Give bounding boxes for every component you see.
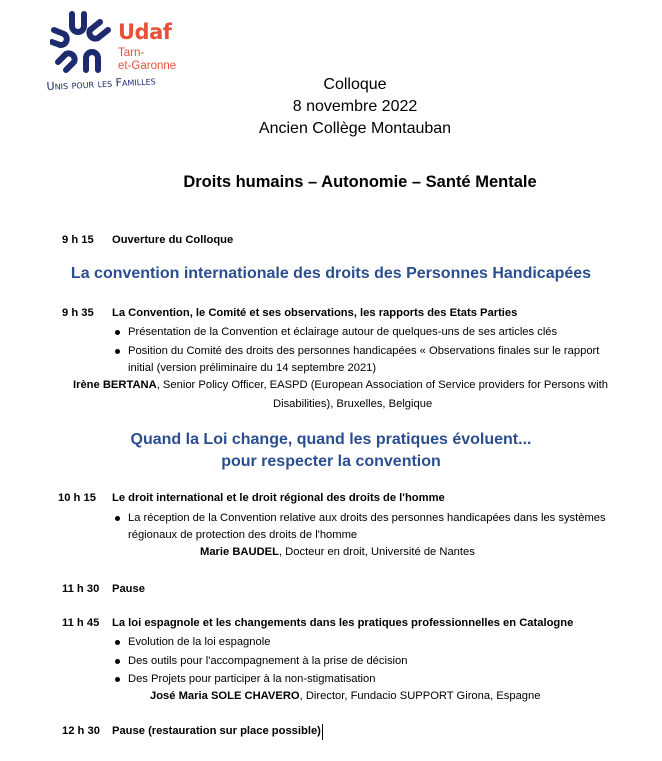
program-item-opening	[62, 233, 233, 247]
bullet-continuation: initial (version préliminaire du 14 septembre 2021)	[128, 362, 377, 374]
bullet-text: Position du Comité des droits des personnes handicapées « Observations finales sur le rapport	[128, 345, 600, 357]
logo-tagline: Unis pour les Familles	[46, 74, 157, 94]
bullet-icon	[115, 640, 120, 645]
logo-region	[118, 47, 176, 73]
item-title: Pause (restauration sur place possible)	[112, 725, 321, 737]
bullet-continuation: régionaux de protection des droits de l'homme	[128, 529, 358, 541]
bullet-text: Présentation de la Convention et éclairage autour de quelques-uns de ses articles clés	[128, 326, 558, 338]
event-date: 8 novembre 2022	[292, 98, 418, 115]
logo-region-line1: Tarn-	[118, 47, 145, 59]
speaker-affiliation: , Director, Fundacio SUPPORT Girona, Espagne	[299, 690, 541, 702]
bullet-item	[115, 635, 270, 649]
bullet-icon	[115, 330, 120, 335]
item-time: 9 h 15	[62, 234, 94, 246]
section-heading-loi	[0, 429, 662, 473]
bullet-item	[115, 672, 376, 686]
speaker-line-cont: Disabilities), Bruxelles, Belgique	[273, 398, 433, 410]
bullet-text: La réception de la Convention relative aux droits des personnes handicapées dans les systèmes	[128, 512, 606, 524]
bullet-icon	[115, 516, 120, 521]
program-item-pause1	[62, 582, 145, 596]
bullet-text: Des outils pour l'accompagnement à la prise de décision	[128, 655, 408, 667]
item-time: 9 h 35	[62, 307, 94, 319]
event-type: Colloque	[323, 76, 387, 93]
section-heading-line1: Quand la Loi change, quand les pratiques évoluent...	[130, 431, 532, 448]
bullet-text: Evolution de la loi espagnole	[128, 636, 271, 648]
bullet-icon	[115, 349, 120, 354]
event-header	[230, 74, 480, 140]
bullet-item	[115, 654, 408, 668]
speaker-affiliation: , Senior Policy Officer, EASPD (European Association of Service providers for Persons with	[156, 379, 608, 391]
bullet-item	[115, 325, 557, 339]
speaker-name: José Maria SOLE CHAVERO	[150, 690, 300, 702]
text-cursor	[322, 724, 324, 740]
program-item-pause2	[62, 724, 323, 740]
speaker-name: Irène BERTANA	[73, 379, 157, 391]
program-item-session2	[58, 491, 445, 505]
program-item-session1	[62, 306, 517, 320]
speaker-line	[200, 545, 475, 559]
item-time: 12 h 30	[62, 725, 100, 737]
bullet-item	[115, 344, 599, 358]
speaker-line	[150, 689, 540, 703]
item-time: 11 h 30	[62, 583, 100, 595]
section-heading-convention: La convention internationale des droits des Personnes Handicapées	[70, 265, 592, 282]
bullet-icon	[115, 659, 120, 664]
speaker-affiliation: , Docteur en droit, Université de Nantes	[278, 546, 475, 558]
event-theme: Droits humains – Autonomie – Santé Mentale	[183, 173, 537, 191]
program-item-session3	[62, 616, 573, 630]
section-heading-line2: pour respecter la convention	[221, 453, 441, 470]
logo-region-line2: et-Garonne	[118, 60, 177, 72]
item-title: Le droit international et le droit régional des droits de l'homme	[112, 492, 445, 504]
item-title: La loi espagnole et les changements dans les pratiques professionnelles en Catalogne	[112, 617, 574, 629]
item-title: La Convention, le Comité et ses observations, les rapports des Etats Parties	[112, 307, 518, 319]
item-title: Pause	[112, 583, 145, 595]
item-time: 11 h 45	[62, 617, 100, 629]
udaf-logo	[44, 6, 219, 106]
speaker-line	[73, 378, 608, 392]
item-time: 10 h 15	[58, 492, 96, 504]
logo-brand: Udaf	[118, 20, 172, 44]
bullet-text: Des Projets pour participer à la non-stigmatisation	[128, 673, 376, 685]
speaker-name: Marie BAUDEL	[200, 546, 279, 558]
item-title: Ouverture du Colloque	[112, 234, 234, 246]
udaf-mark-icon	[50, 10, 112, 74]
event-location: Ancien Collège Montauban	[258, 120, 452, 137]
bullet-item	[115, 511, 606, 525]
bullet-icon	[115, 677, 120, 682]
